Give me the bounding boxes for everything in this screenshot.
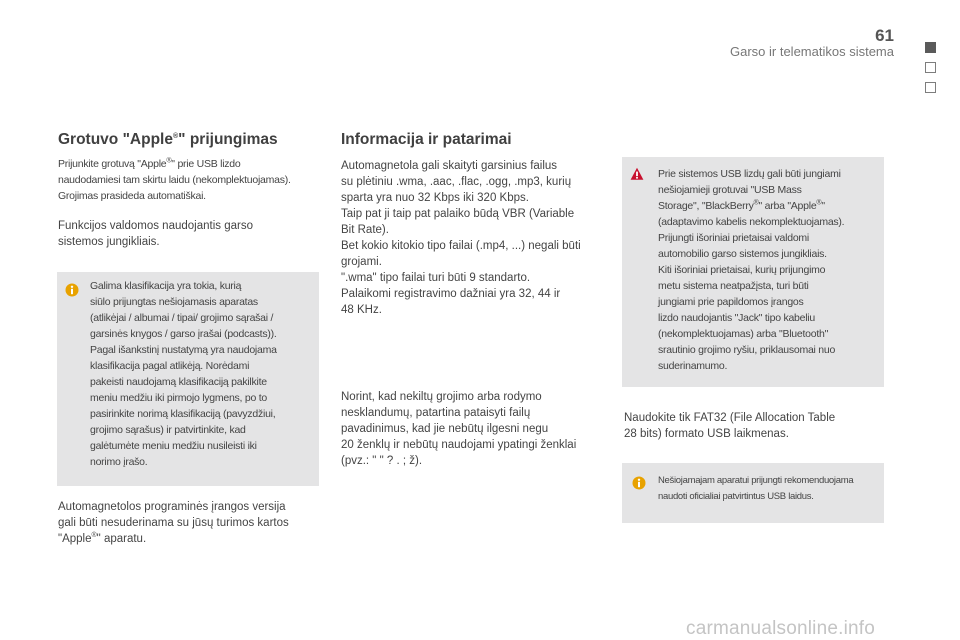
info-note-box (57, 272, 319, 486)
chapter-marker (925, 82, 936, 93)
page-number: 61 (875, 26, 894, 45)
left-heading: Grotuvo "Apple®" prijungimas (58, 131, 278, 148)
middle-paragraph-formats: Automagnetola gali skaityti garsinius failus su plėtiniu .wma, .aac, .flac, .ogg, .mp3, kurių sparta yra nuo 32 Kbps iki 320 Kbps. Taip pat ji taip pat palaiko būdą VBR (Variable Bit Rate). Bet kokio kitokio tipo failai (.mp4, ...) negali būti grojami. ".wma" tipo failai turi būti 9 standarto. Palaikomi registravimo dažniai yra 32, 44 ir 48 KHz. (341, 160, 581, 316)
warning-note-box (622, 157, 884, 387)
info-icon (65, 283, 79, 297)
right-paragraph-fat32: Naudokite tik FAT32 (File Allocation Table 28 bits) formato USB laikmenas. (624, 412, 836, 440)
info-note-usb-text: Nešiojamajam aparatui prijungti rekomenduojama naudoti oficialiai patvirtintus USB laidus. (658, 475, 854, 502)
left-intro: Prijunkite grotuvą "Apple®" prie USB lizdo naudodamiesi tam skirtu laidu (nekomplektuojamas). Grojimas prasideda automatiškai. (58, 157, 291, 202)
info-icon (632, 476, 646, 490)
info-note-text: Galima klasifikacija yra tokia, kurią siūlo prijungtas nešiojamasis aparatas (atlikėjai / albumai / tipai/ grojimo sąrašai / garsinės knygos / garso įrašai (podcasts)). Pagal išankstinį nustatymą yra naudojama klasifikacija pagal atlikėją. Norėdami pakeisti naudojamą klasifikaciją pakilkite meniu medžiu iki pirmojo lygmens, po to pasirinkite norimą klasifikaciją (pavyzdžiui, grojimo sąrašus) ir patvirtinkite, kad galėtumėte meniu medžiu nusileisti iki norimo įrašo. (90, 280, 277, 468)
middle-heading: Informacija ir patarimai (341, 131, 512, 148)
left-paragraph-compatibility: Automagnetolos programinės įrangos versija gali būti nesuderinama su jūsų turimos kartos "Apple®" aparatu. (58, 501, 289, 545)
chapter-marker-active (925, 42, 936, 53)
chapter-marker (925, 62, 936, 73)
middle-paragraph-filenames: Norint, kad nekiltų grojimo arba rodymo nesklandumų, patartina pataisyti failų pavadinimus, kad jie nebūtų ilgesni negu 20 ženklų ir nebūtų naudojami ypatingi ženklai (pvz.: " " ? . ; ž). (341, 391, 577, 467)
left-paragraph-controls: Funkcijos valdomos naudojantis garso sistemos jungikliais. (58, 220, 253, 248)
warning-note-text: Prie sistemos USB lizdų gali būti jungiami nešiojamieji grotuvai "USB Mass Storage", "BlackBerry®" arba "Apple®" (adaptavimo kabelis nekomplektuojamas). Prijungti išoriniai prietaisai valdomi automobilio garso sistemos jungikliais. Kiti išoriniai prietaisai, kurių prijungimo metu sistema neatpažįsta, turi būti jungiami prie papildomos įrangos lizdo naudojantis "Jack" tipo kabeliu (nekomplektuojamas) arba "Bluetooth" srautinio grojimo ryšiu, priklausomai nuo suderinamumo. (658, 168, 845, 372)
section-title: Garso ir telematikos sistema (730, 44, 894, 59)
watermark: carmanualsonline.info (686, 618, 876, 639)
info-note-box-usb (622, 463, 884, 523)
chapter-sidebar (906, 0, 960, 640)
warning-icon (630, 167, 644, 181)
